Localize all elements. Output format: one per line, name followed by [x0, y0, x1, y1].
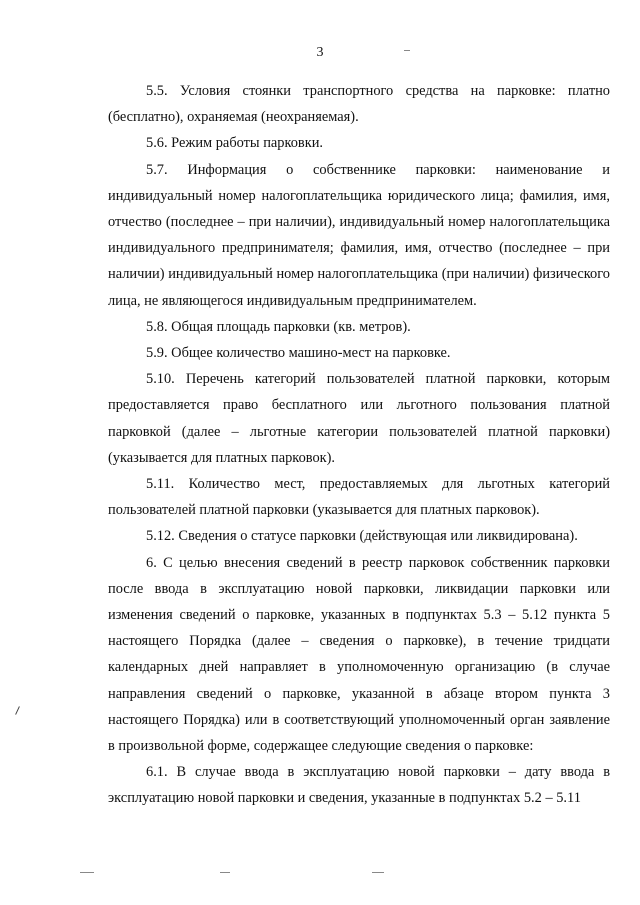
page-number: 3: [316, 45, 324, 60]
paragraph-6: 6. С целью внесения сведений в реестр парковок собственник парковки после ввода в эксплуатацию новой парковки, ликвидации парковки или изменения сведений о парковке, указанных в подпунктах 5.3 – 5.12 пункта 5 настоящего Порядка (далее – сведения о парковке), в течение тридцати календарных дней направляет в уполномоченную организацию (в случае направления сведений о парковке, указанной в абзаце втором пункта 3 настоящего Порядка) или в соответствующий уполномоченный орган заявление в произвольной форме, содержащее следующие сведения о парковке:: [108, 554, 610, 755]
paragraph-5-9: 5.9. Общее количество машино-мест на парковке.: [146, 345, 451, 362]
document-body: [108, 78, 610, 812]
scan-speck: [404, 50, 410, 51]
paragraph-5-10: 5.10. Перечень категорий пользователей платной парковки, которым предоставляется право бесплатного или льготного пользования платной парковкой (далее – льготные категории пользователей платной парковки) (указывается для платных парковок).: [108, 371, 610, 466]
margin-pen-mark: [15, 706, 20, 715]
paragraph-5-5: 5.5. Условия стоянки транспортного средства на парковке: платно (бесплатно), охраняемая (неохраняемая).: [108, 83, 610, 126]
paragraph-5-12: 5.12. Сведения о статусе парковки (действующая или ликвидирована).: [146, 528, 578, 545]
paragraph-5-8: 5.8. Общая площадь парковки (кв. метров).: [146, 318, 411, 335]
scan-speck: [220, 872, 230, 873]
paragraph-6-1: 6.1. В случае ввода в эксплуатацию новой парковки – дату ввода в эксплуатацию новой парковки и сведения, указанные в подпунктах 5.2 – 5.11: [108, 764, 610, 807]
paragraph-5-6: 5.6. Режим работы парковки.: [146, 135, 324, 152]
paragraph-5-11: 5.11. Количество мест, предоставляемых для льготных категорий пользователей платной парковки (указывается для платных парковок).: [108, 476, 610, 519]
paragraph-5-7: 5.7. Информация о собственнике парковки: наименование и индивидуальный номер налогоплательщика юридического лица; фамилия, имя, отчество (последнее – при наличии), индивидуальный номер налогоплательщика индивидуального предпринимателя; фамилия, имя, отчество (последнее – при наличии) индивидуальный номер налогоплательщика (при наличии) физического лица, не являющегося индивидуальным предпринимателем.: [108, 161, 610, 309]
scan-speck: [80, 872, 94, 873]
scan-speck: [372, 872, 384, 873]
